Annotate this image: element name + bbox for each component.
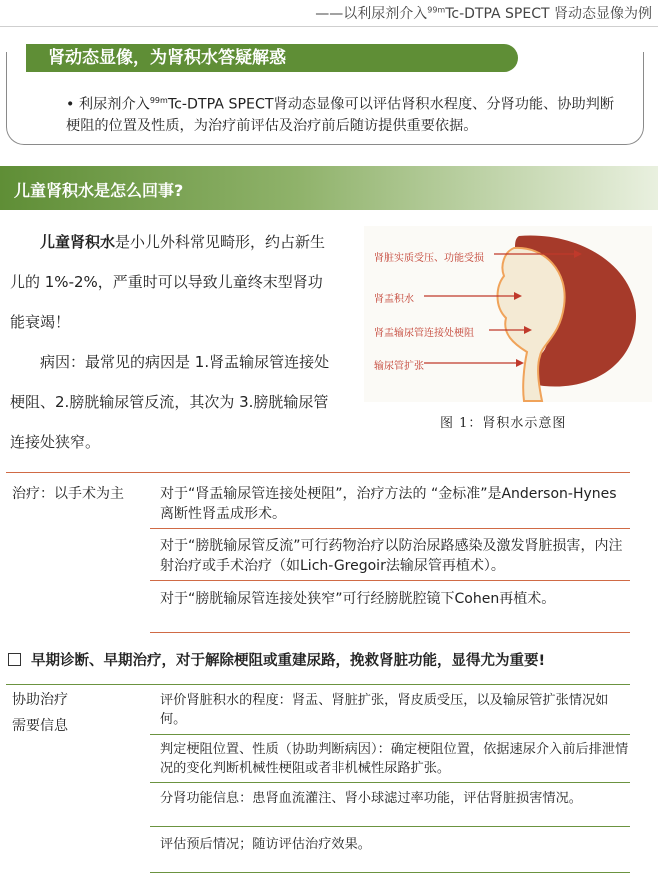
figure-label-junction: 肾盂输尿管连接处梗阻 <box>374 328 474 339</box>
assist-row-3: 分肾功能信息：患肾血流灌注、肾小球滤过率功能，评估肾脏损害情况。 <box>160 791 582 806</box>
top-divider <box>0 26 658 27</box>
assist-top-rule <box>6 684 630 685</box>
assist-label-line2: 需要信息 <box>12 718 68 734</box>
checkbox-icon <box>8 653 21 666</box>
figure-label-pelvis: 肾盂积水 <box>374 294 414 305</box>
document-subtitle: ——以利尿剂介入$^{99m}$Tc-DTPA SPECT 肾动态显像为例 <box>315 5 652 22</box>
treatment-rule-1 <box>150 528 630 529</box>
pointer-ureter-head <box>516 359 524 367</box>
assist-row-1: 评价肾脏积水的程度：肾盂、肾脏扩张，肾皮质受压，以及输尿管扩张情况如何。 <box>160 693 609 727</box>
key-message: 早期诊断、早期治疗，对于解除梗阻或重建尿路，挽救肾脏功能，显得尤为重要! <box>8 649 545 670</box>
assist-label-line1: 协助治疗 <box>12 692 68 708</box>
treatment-label: 治疗：以手术为主 <box>12 486 124 502</box>
assist-rule-4 <box>150 872 630 873</box>
treatment-top-rule <box>6 472 630 473</box>
treatment-row-2: 对于“膀胱输尿管反流”可行药物治疗以防治尿路感染及激发肾脏损害，内注射治疗或手术治疗（如Lich-Gregoir法输尿管再植术）。 <box>160 538 623 574</box>
treatment-row-3: 对于“膀胱输尿管连接处狭窄”可行经膀胱腔镜下Cohen再植术。 <box>160 591 556 607</box>
cause-paragraph: 病因：最常见的病因是 1.肾盂输尿管连接处梗阻、2.膀胱输尿管反流，其次为 3.膀胱输尿管连接处狭窄。 <box>10 353 330 451</box>
assist-rule-2 <box>150 782 630 783</box>
assist-row-4: 评估预后情况；随访评估治疗效果。 <box>160 837 371 852</box>
treatment-row-1: 对于“肾盂输尿管连接处梗阻”，治疗方法的 “金标准”是Anderson-Hynes离断性肾盂成形术。 <box>160 486 617 522</box>
intro-paragraph: 儿童肾积水是小儿外科常见畸形，约占新生儿的 1%-2%，严重时可以导致儿童终末型肾功能衰竭！ <box>10 233 326 331</box>
summary-bullet: • 利尿剂介入$^{99m}$Tc-DTPA SPECT肾动态显像可以评估肾积水程度、分肾功能、协助判断梗阻的位置及性质，为治疗前评估及治疗前后随访提供重要依据。 <box>66 96 615 134</box>
treatment-rule-3 <box>150 632 630 633</box>
figure-label-ureter: 输尿管扩张 <box>374 361 424 372</box>
section-title: 儿童肾积水是怎么回事? <box>14 181 184 200</box>
assist-rule-1 <box>150 734 630 735</box>
assist-row-2: 判定梗阻位置、性质（协助判断病因）：确定梗阻位置，依据速尿介入前后排泄情况的变化判断机械性梗阻或者非机械性尿路扩张。 <box>160 742 629 776</box>
figure-caption: 图 1：肾积水示意图 <box>440 416 567 431</box>
summary-title: 肾动态显像，为肾积水答疑解惑 <box>26 44 518 72</box>
figure-label-parenchyma: 肾脏实质受压、功能受损 <box>374 253 484 264</box>
treatment-rule-2 <box>150 580 630 581</box>
assist-rule-3 <box>150 826 630 827</box>
